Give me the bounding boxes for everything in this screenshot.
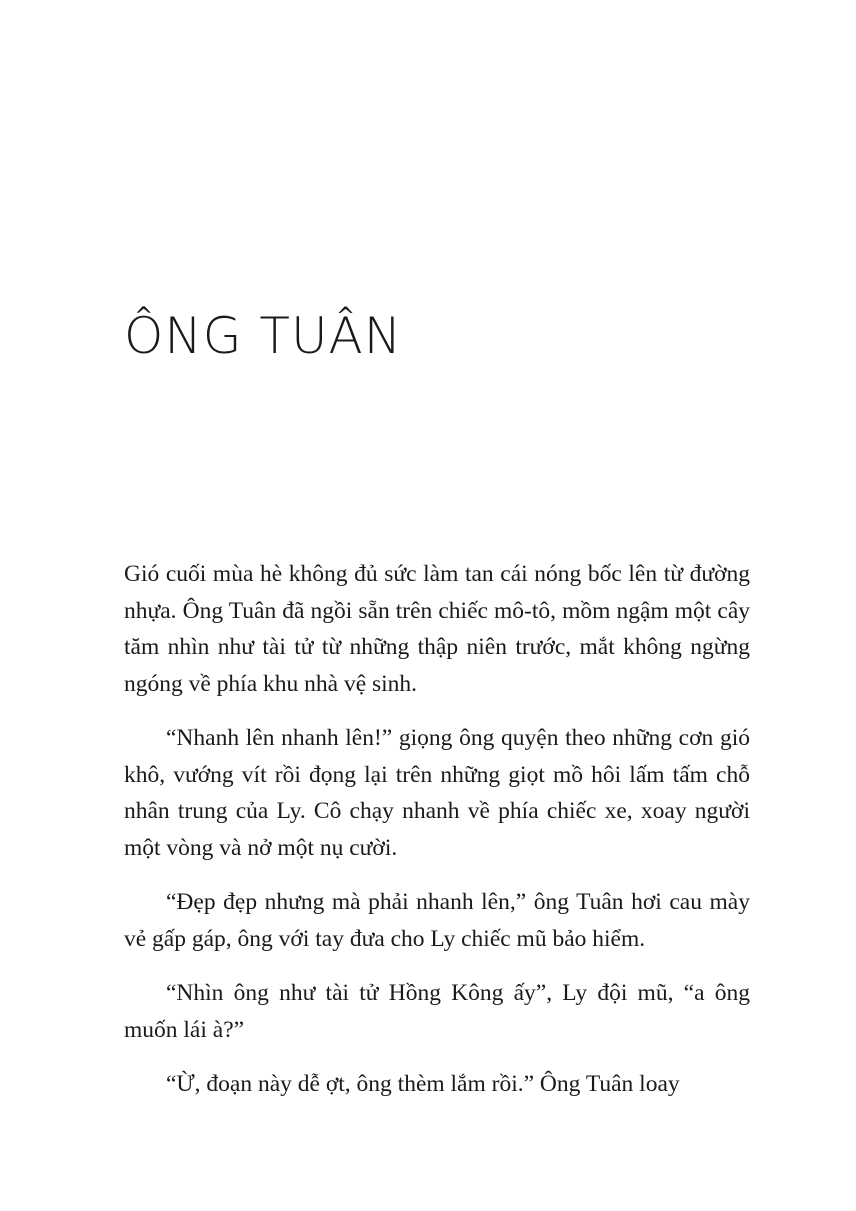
paragraph-2: “Nhanh lên nhanh lên!” giọng ông quyện theo những cơn gió khô, vướng vít rồi đọng lại trên những giọt mồ hôi lấm tấm chỗ nhân trung của Ly. Cô chạy nhanh về phía chiếc xe, xoay người một vòng và nở một nụ cười. [124, 725, 750, 861]
paragraph-4: “Nhìn ông như tài tử Hồng Kông ấy”, Ly đội mũ, “a ông muốn lái à?” [124, 980, 750, 1043]
chapter-body [124, 556, 750, 1121]
chapter-title: ÔNG TUÂN [124, 307, 403, 365]
paragraph-3: “Đẹp đẹp nhưng mà phải nhanh lên,” ông Tuân hơi cau mày vẻ gấp gáp, ông với tay đưa cho Ly chiếc mũ bảo hiểm. [124, 889, 750, 952]
paragraph-1: Gió cuối mùa hè không đủ sức làm tan cái nóng bốc lên từ đường nhựa. Ông Tuân đã ngồi sẵn trên chiếc mô-tô, mồm ngậm một cây tăm nhìn như tài tử từ những thập niên trước, mắt không ngừng ngóng về phía khu nhà vệ sinh. [124, 561, 750, 697]
paragraph-5: “Ừ, đoạn này dễ ợt, ông thèm lắm rồi.” Ông Tuân loay [166, 1071, 680, 1097]
